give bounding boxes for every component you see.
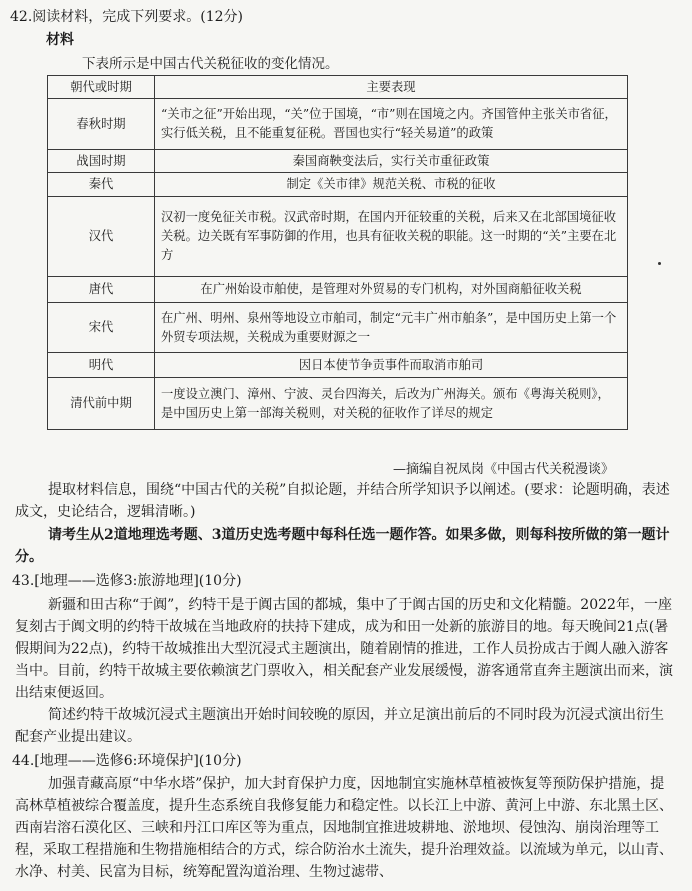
- question-43-title: 43.[地理——选修3:旅游地理](10分): [12, 573, 242, 589]
- content-cell: 一度设立澳门、漳州、宁波、灵台四海关，后改为广州海关。颁布《粤海关税则》，是中国历史上第一部海关税则，对关税的征收作了详尽的规定: [155, 378, 628, 430]
- content-cell: 制定《关市律》规范关税、市税的征收: [155, 173, 628, 197]
- header-content: 主要表现: [155, 76, 628, 99]
- material-intro: 下表所示是中国古代关税征收的变化情况。: [82, 56, 339, 72]
- table-row: [48, 303, 628, 353]
- source-citation: —摘编自祝凤岗《中国古代关税漫谈》: [392, 462, 614, 477]
- table-row: [48, 197, 628, 277]
- table-row: [48, 173, 628, 197]
- content-cell: 汉初一度免征关市税。汉武帝时期，在国内开征较重的关税，后来又在北部国境征收关税。边关既有军事防御的作用，也具有征收关税的职能。这一时期的“关”主要在北方: [155, 197, 628, 277]
- table-row: [48, 99, 628, 150]
- era-cell: 唐代: [48, 277, 155, 303]
- table-row: [48, 378, 628, 430]
- era-cell: 清代前中期: [48, 378, 155, 430]
- content-cell: “关市之征”开始出现，“关”位于国境，“市”则在国境之内。齐国管仲主张关市省征，实行低关税，且不能重复征税。晋国也实行“轻关易道”的政策: [155, 99, 628, 150]
- question-43-task: 简述约特干故城沉浸式主题演出开始时间较晚的原因，并立足演出前后的不同时段为沉浸式演出衍生配套产业提出建议。: [15, 707, 664, 745]
- content-cell: 秦国商鞅变法后，实行关市重征政策: [155, 150, 628, 173]
- era-cell: 明代: [48, 353, 155, 378]
- table-row: [48, 150, 628, 173]
- era-cell: 秦代: [48, 173, 155, 197]
- question-42-title: 42.阅读材料，完成下列要求。(12分): [10, 9, 244, 25]
- question-44-material: 加强青藏高原“中华水塔”保护，加大封育保护力度，因地制宜实施林草植被恢复等预防保护措施，提高林草植被综合覆盖度，提升生态系统自我修复能力和稳定性。以长江上中游、黄河上中游、东北黑土区、西南岩溶石漠化区、三峡和丹江口库区等为重点，因地制宜推进坡耕地、淤地坝、侵蚀沟、崩岗治理等工程，采取工程措施和生物措施相结合的方式，综合防治水土流失，提升治理效益。以流域为单元，以山青、水净、村美、民富为目标，统筹配置沟道治理、生物过滤带、: [15, 776, 673, 880]
- content-cell: 在广州始设市舶使，是管理对外贸易的专门机构，对外国商船征收关税: [155, 277, 628, 303]
- era-cell: 宋代: [48, 303, 155, 353]
- material-label: 材料: [46, 32, 74, 48]
- table-row: [48, 353, 628, 378]
- table-header-row: [48, 76, 628, 99]
- question-42-task: 提取材料信息，围绕“中国古代的关税”自拟论题，并结合所学知识予以阐述。(要求：论题明确，表述成文，史论结合，逻辑清晰。): [15, 482, 670, 520]
- elective-instruction: 请考生从2道地理选考题、3道历史选考题中每科任选一题作答。如果多做，则每科按所做的第一题计分。: [15, 527, 670, 565]
- question-44-title: 44.[地理——选修6:环境保护](10分): [12, 753, 242, 769]
- header-era: 朝代或时期: [48, 76, 155, 99]
- question-43-material: 新疆和田古称“于阗”，约特干是于阗古国的都城，集中了于阗古国的历史和文化精髓。2022年，一座复刻古于阗文明的约特干故城在当地政府的扶持下建成，成为和田一处新的旅游目的地。每天晚间21点(暑假期间为22点)，约特干故城推出大型沉浸式主题演出，随着剧情的推进，工作人员扮成古于阗人融入游客当中。目前，约特干故城主要依赖演艺门票收入，相关配套产业发展缓慢，游客通常直奔主题演出而来，演出结束便返回。: [15, 597, 673, 701]
- content-cell: 因日本使节争贡事件而取消市舶司: [155, 353, 628, 378]
- era-cell: 汉代: [48, 197, 155, 277]
- margin-dot: [658, 262, 661, 265]
- table-row: [48, 277, 628, 303]
- tariff-history-table: [47, 75, 628, 430]
- content-cell: 在广州、明州、泉州等地设立市舶司，制定“元丰广州市舶条”，是中国历史上第一个外贸专项法规，关税成为重要财源之一: [155, 303, 628, 353]
- era-cell: 战国时期: [48, 150, 155, 173]
- era-cell: 春秋时期: [48, 99, 155, 150]
